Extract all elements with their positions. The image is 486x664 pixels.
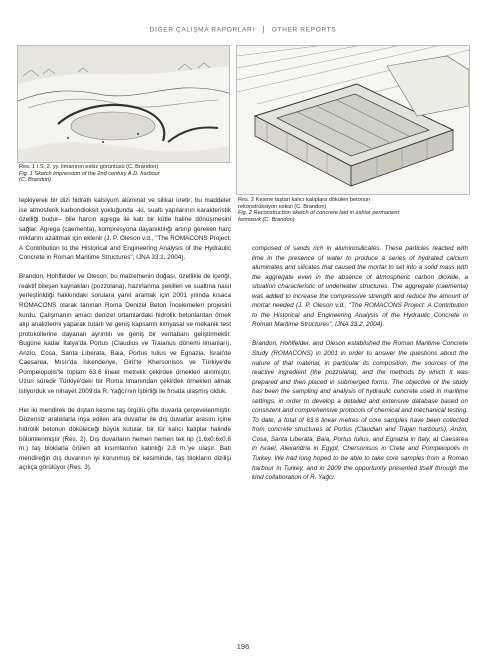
- header-left: DİĞER ÇALIŞMA RAPORLARI: [149, 26, 255, 34]
- figure-2-caption-tr-1: Res. 2 Kesme taştan kalıcı kalıplara dökülen betonun: [238, 197, 371, 203]
- header-separator: [263, 26, 264, 33]
- left-paragraph-1: tepkiyerek bir dizi hidratlı kalsiyum alüminat ve silikat üretir; bu maddeler ise atmosferik karbondioksit yokluğunda –ki, sualtı yapılarının karakteristik özelliği budur– bile harcın agrega ile katı bir kütle haline dönüşmesini sağlar. Agrega (caementa), kompresyona dayanıklılığı artırıp gereken harç miktarını azaltmak için eklenir (J. P. Oleson v.d., "The ROMACONS Project: A Contribution to the Historical and Engineering Analysis of the Hydraulic Concrete in Roman Maritime Structures", IJNA 33.2, 2004).: [19, 197, 231, 262]
- right-paragraph-2: Brandon, Hohlfelder, and Oleson established the Roman Maritime Concrete Study (ROMACONS) in 2001 in order to answer the questions about the nature of that material, in particular its composition, the sources of the reactive ingredient (the pozzolana), and the methods by which it was prepared and then placed in submerged forms. The objective of the study has been the sampling and analysis of hydraulic concrete used in maritime settings, in order to develop a detailed and extensive database based on consistent and comprehensive protocols of chemical and mechanical testing. To date, a total of 63.6 linear metres of core samples have been collected from concrete structures at Portus (Claudian and Trajan harbours), Anzio, Cosa, Santa Liberata, Baia, Portus Iulius, and Egnazia in Italy, at Caesarea in Israel, Alexandria in Egypt, Chersonisos in Crete and Pompeiopolis in Turkey. We had long hoped to be able to take core samples from a Roman harbour in Turkey, and in 2009 the opportunity presented itself through the kind collaboration of R. Yağcı.: [252, 340, 468, 482]
- running-header: [0, 26, 486, 33]
- figure-1-caption-en-1: Fig. 1 Sketch impression of the 2nd century A.D. harbour: [19, 170, 160, 177]
- right-paragraph-1: composed of sands rich in aluminosilicates. These particles reacted with lime in the presence of water to produce a series of hydrated calcium aluminates and silicates that caused the mortar to set into a solid mass with the aggregate even in the absence of atmospheric carbon dioxide, a situation characteristic of underwater structures. The aggregate (caementa) was added to increase the compressive strength and reduce the amount of mortar needed (J. P. Oleson v.d., "The ROMACONS Project: A Contribution to the Historical and Engineering Analysis of the Hydraulic Concrete in Roman Maritime Structures", IJNA 33.2, 2004).: [252, 245, 468, 329]
- formwork-sketch-image: [237, 46, 469, 194]
- page-number: 196: [236, 642, 250, 651]
- figure-1-harbour-sketch: [17, 45, 230, 163]
- figure-1-caption-en-2: (C. Brandon): [19, 177, 52, 184]
- figure-2-caption: [238, 197, 470, 224]
- figure-2-caption-tr-2: rekonstrüksiyon eskizi (C. Brandon): [238, 203, 327, 210]
- left-text-column: [19, 196, 231, 482]
- harbour-sketch-image: [18, 46, 229, 162]
- figure-2-caption-en-1: Fig. 2 Reconstruction sketch of concrete laid in ashlar permanent: [238, 210, 400, 217]
- left-paragraph-3: Her iki mendirek de dıştan kesme taş örgülü çifte duvarla çerçevelenmiştir. Düzensiz aralıklarla inşa edilen ara duvarlar ile dış duvarlar arasını içine hidrolik betonun döküleceği büyük kutular, bir tür kalıcı kalıplar halinde bölümlenmiştir (Res. 2). Dış duvarların hemen hemen tek tip (1.6x0.6x0.6 m.) taş bloklarla örülen alt kısımlarının kalınlığı 2.8 m.'ye ulaşır. Batı mendireğin dış duvarının iyi korunmuş bir kesiminde, taş blokların dizilişi açıkça görülüyor (Res. 3).: [19, 406, 231, 472]
- figure-2-caption-en-2: formwork (C. Brandon): [238, 217, 295, 224]
- left-paragraph-2: Brandon, Hohlfelder ve Oleson, bu malzemenin doğası, özellikle de içeriği, reaktif bileşen kaynakları (pozzolana), hazırlanma şekilleri ve sualtına nasıl yerleştirildiği hakkındaki sorulara yanıt aramak için 2001 yılında kısaca ROMACONS olarak tanınan Roma Denizel Beton İncelemeleri projesini kurdu. Çalışmanın amacı denizel ortamlardaki hidrolik betonlardan örnek alıp analizlerini yaparak tutarlı ve geniş kapsamlı kimyasal ve mekanik test protokollerine dayanan ayrıntılı ve geniş bir veritabanı geliştirmektir. Bugüne kadar İtalya'da Portus (Claudius ve Traianus dönemi limanları), Anzio, Cosa, Santa Liberata, Baia, Portus Iulius ve Egnazia, İsrail'de Caesarea, Mısır'da İskenderiye, Girit'te Khersonisos ve Türkiye'de Pompeiopolis'te toplam 63.6 lineer metrelik çekirdek örnekleri alınmıştır. Uzun süredir Türkiye'deki bir Roma limanından çekirdek örnekleri almak istiyorduk ve nihayet 2009'da R. Yağcı'nın işbirliği ile fırsata ulaşmış olduk.: [19, 273, 231, 395]
- figure-1-caption: [19, 164, 234, 184]
- header-right: OTHER REPORTS: [271, 26, 337, 34]
- figure-2-formwork-sketch: [236, 45, 470, 195]
- figure-1-caption-tr: Res. 1 I.S. 2. yy. limanının eskiz görüntüsü (C. Brandon): [19, 164, 159, 170]
- right-text-column: [252, 244, 468, 492]
